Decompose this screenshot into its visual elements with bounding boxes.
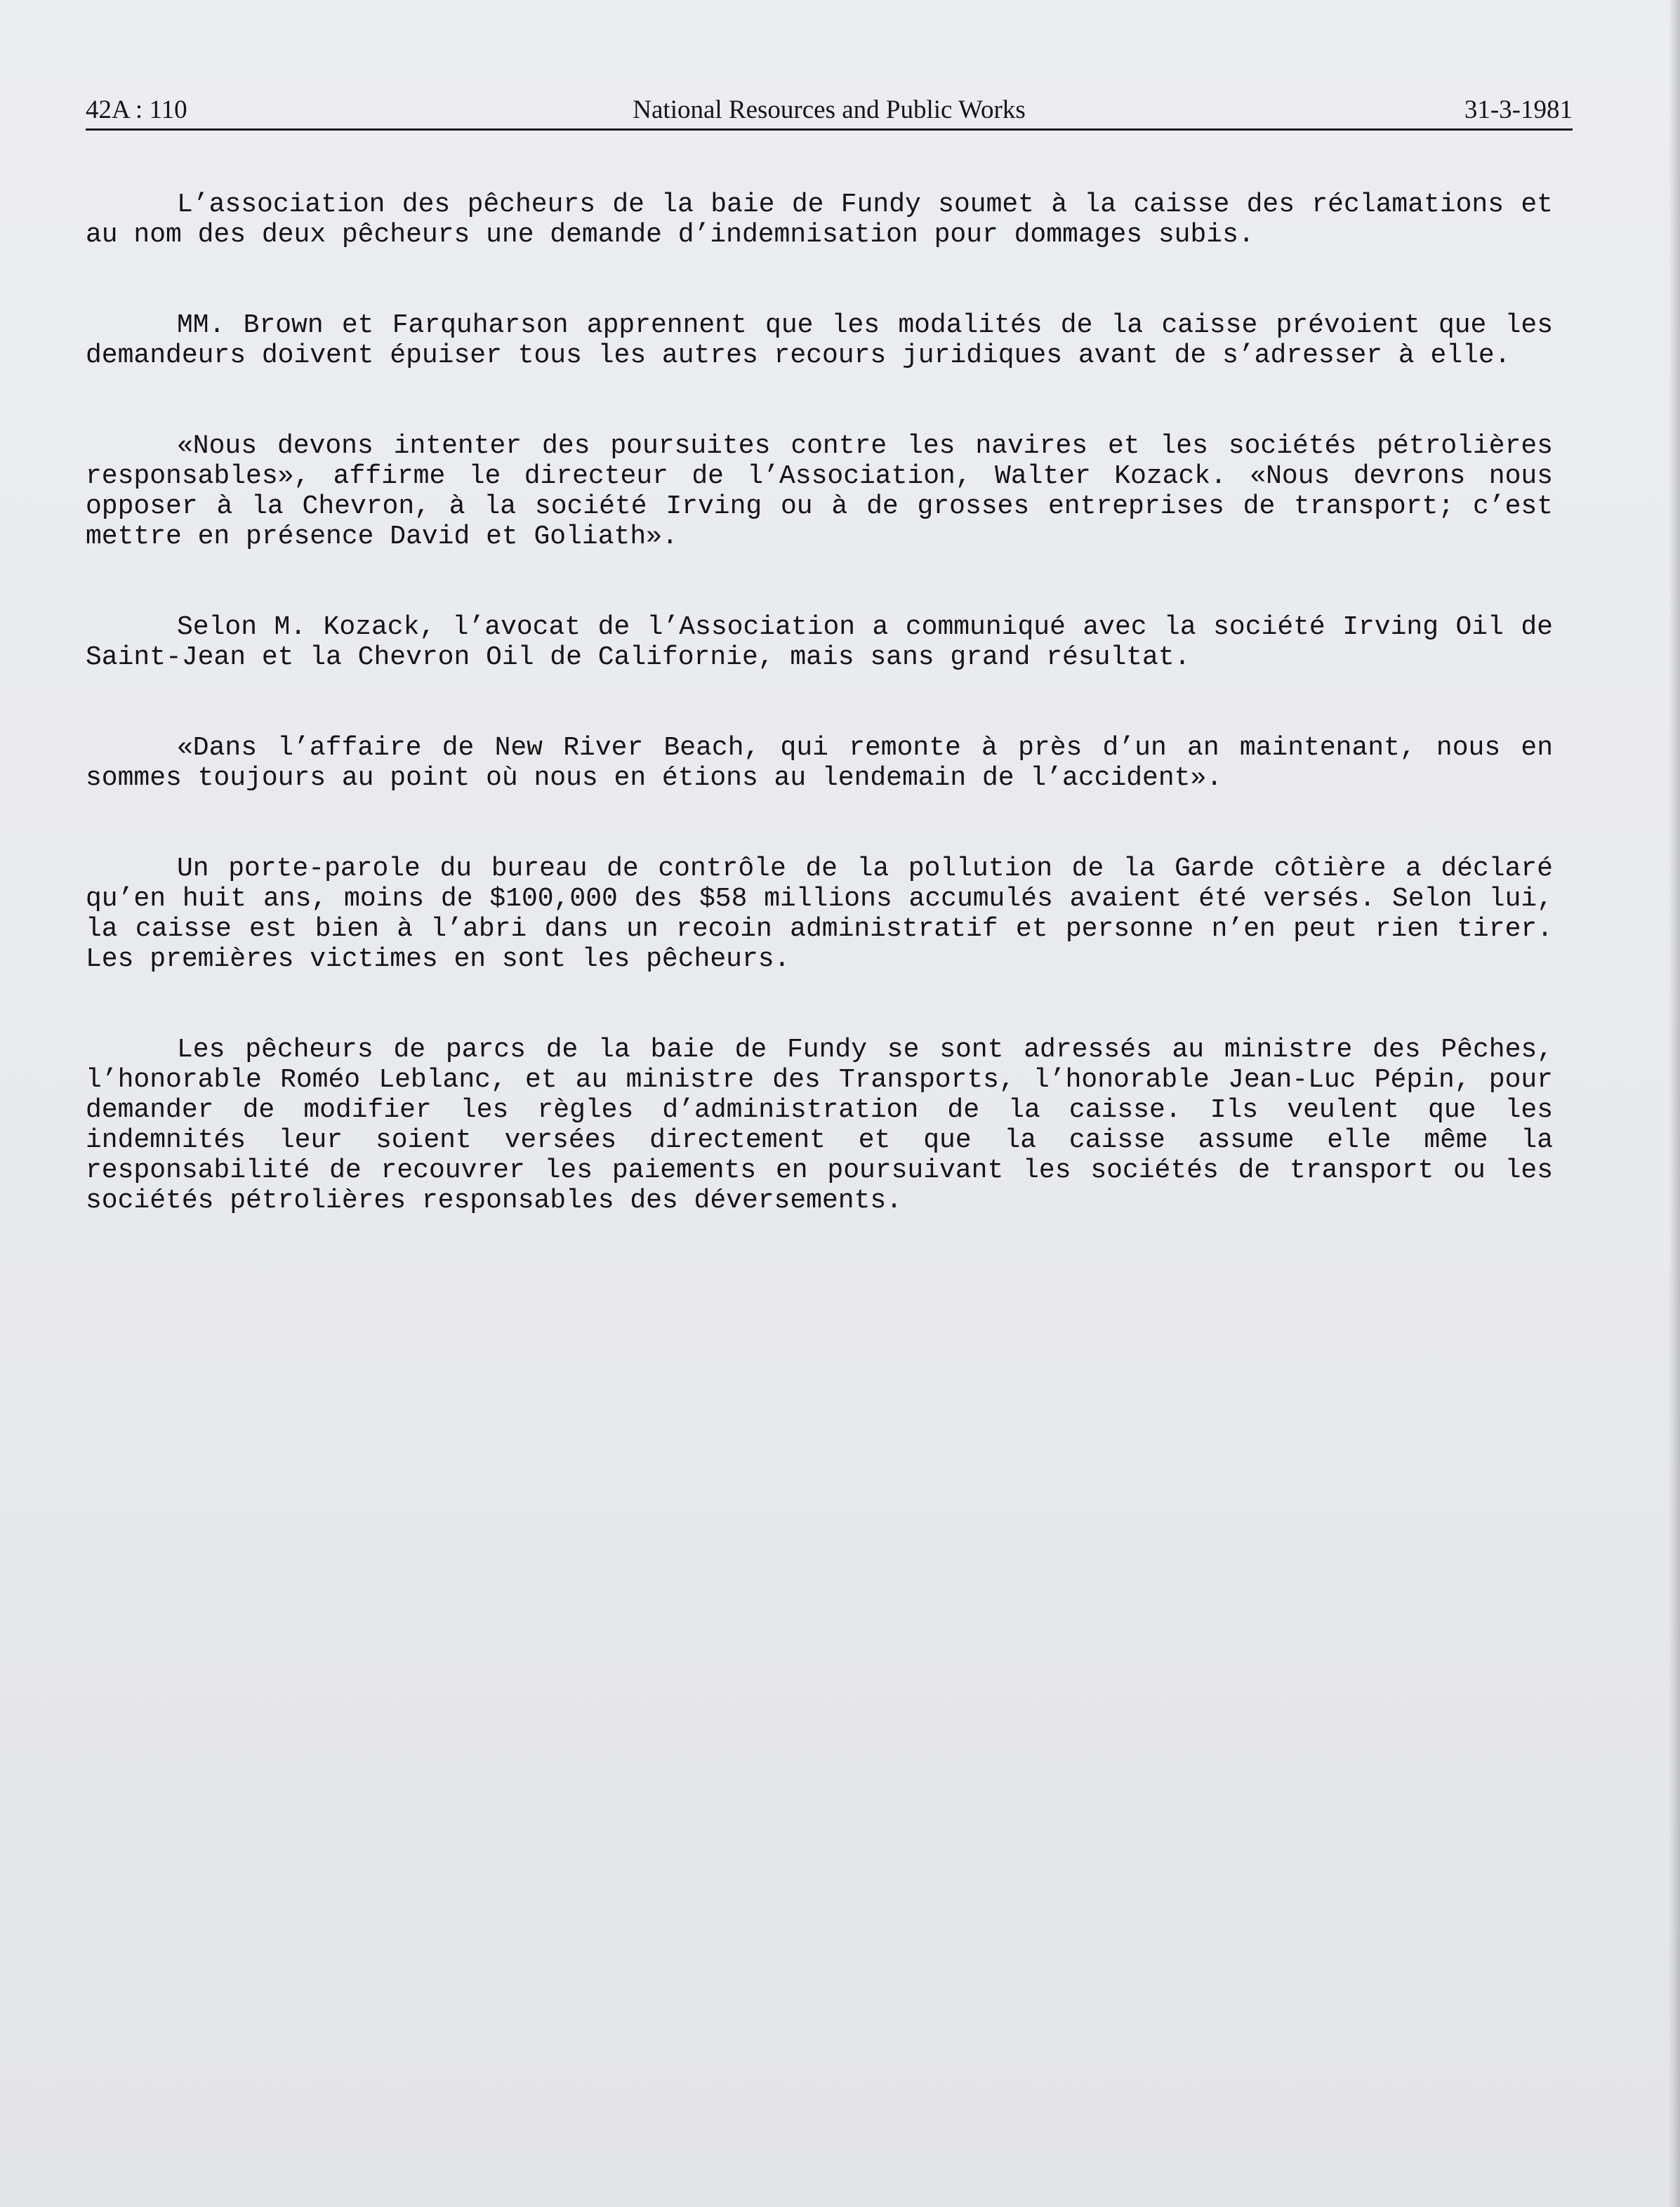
header-title: National Resources and Public Works xyxy=(633,95,1026,124)
paragraph-kozack-quote: «Nous devons intenter des poursuites contre les navires et les sociétés pétrolières responsables», affirme le directeur de l’Association, Walter Kozack. «Nous devrons nous opposer à la Chevron, à la société Irving ou à de grosses entreprises de transport; c’est mettre en présence David et Goliath». xyxy=(86,431,1553,552)
paragraph-lawyer-contact: Selon M. Kozack, l’avocat de l’Association a communiqué avec la société Irving Oil de Saint-Jean et la Chevron Oil de Californie, mais sans grand résultat. xyxy=(86,612,1553,672)
paragraph-ministers: Les pêcheurs de parcs de la baie de Fundy se sont adressés au ministre des Pêches, l’honorable Roméo Leblanc, et au ministre des Transports, l’honorable Jean-Luc Pépin, pour demander de modifier les règles d’administration de la caisse. Ils veulent que les indemnités leur soient versées directement et que la caisse assume elle même la responsabilité de recouvrer les paiements en poursuivant les sociétés de transport ou les sociétés pétrolières responsables des déversements. xyxy=(86,1035,1553,1216)
paragraph-fund-rules: MM. Brown et Farquharson apprennent que les modalités de la caisse prévoient que les demandeurs doivent épuiser tous les autres recours juridiques avant de s’adresser à elle. xyxy=(86,310,1553,371)
header-page-number: 42A : 110 xyxy=(86,95,187,124)
paragraph-association-claim: L’association des pêcheurs de la baie de Fundy soumet à la caisse des réclamations et au nom des deux pêcheurs une demande d’indemnisation pour dommages subis. xyxy=(86,190,1553,250)
page-edge-shadow xyxy=(1669,0,1680,2207)
document-body xyxy=(86,190,1553,1276)
header-date: 31-3-1981 xyxy=(1464,95,1573,124)
page-header xyxy=(86,92,1573,131)
paragraph-new-river-beach: «Dans l’affaire de New River Beach, qui remonte à près d’un an maintenant, nous en sommes toujours au point où nous en étions au lendemain de l’accident». xyxy=(86,733,1553,793)
paragraph-coast-guard: Un porte-parole du bureau de contrôle de la pollution de la Garde côtière a déclaré qu’en huit ans, moins de $100,000 des $58 millions accumulés avaient été versés. Selon lui, la caisse est bien à l’abri dans un recoin administratif et personne n’en peut rien tirer. Les premières victimes en sont les pêcheurs. xyxy=(86,854,1553,974)
